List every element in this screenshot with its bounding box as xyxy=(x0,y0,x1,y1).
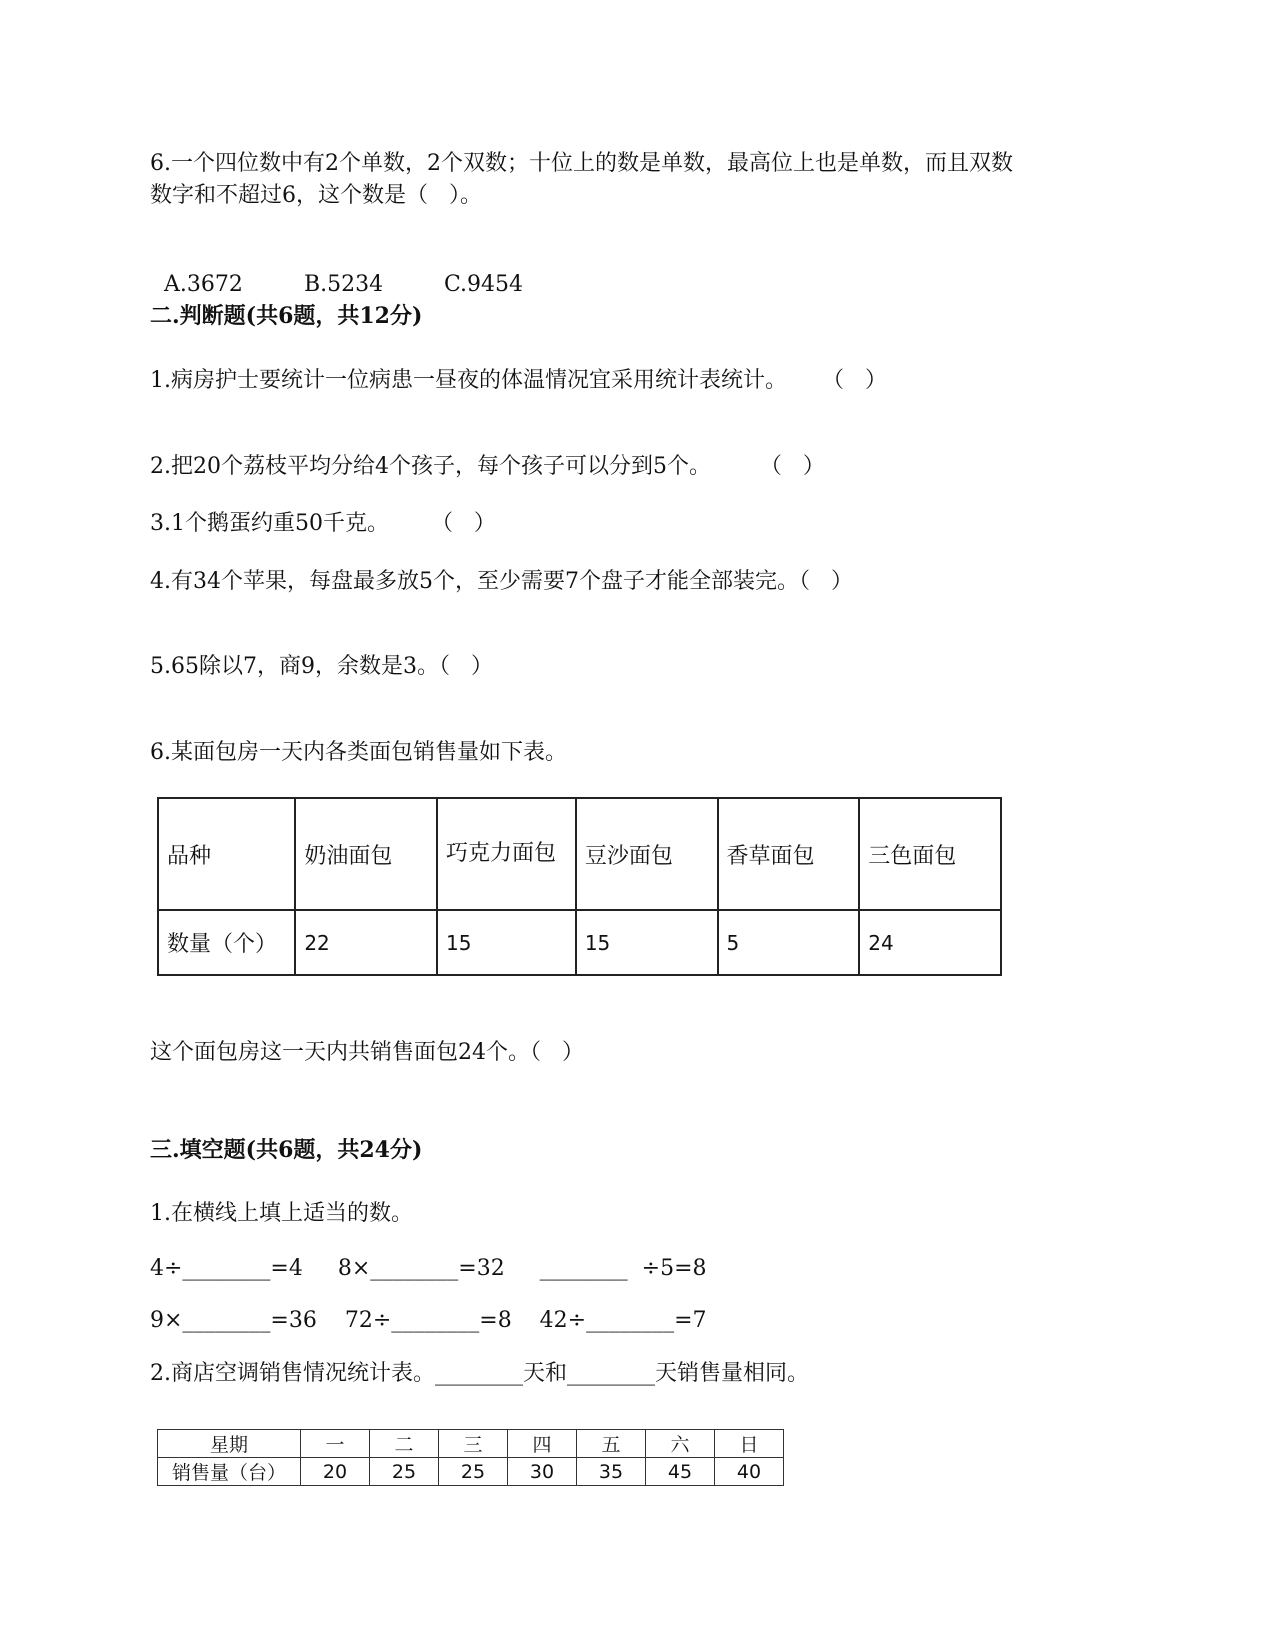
s3-q1-row2: 9×________=36 72÷________=8 42÷________=7 xyxy=(150,1308,707,1333)
option-c: C.9454 xyxy=(444,272,524,297)
table-cell: 五 xyxy=(577,1430,646,1458)
q6-mc-line2: 数字和不超过6，这个数是（ ）。 xyxy=(150,183,482,208)
table-cell: 24 xyxy=(859,910,1001,975)
s2-q1: 1.病房护士要统计一位病患一昼夜的体温情况宜采用统计表统计。 （ ） xyxy=(150,368,887,393)
table-row xyxy=(158,1458,784,1486)
ac-sales-table xyxy=(157,1429,784,1486)
option-a: A.3672 xyxy=(164,272,243,297)
table-cell: 25 xyxy=(439,1458,508,1486)
table-cell: 豆沙面包 xyxy=(576,798,718,910)
table-cell: 40 xyxy=(715,1458,784,1486)
table-cell: 日 xyxy=(715,1430,784,1458)
table-cell: 数量（个） xyxy=(158,910,295,975)
table-cell: 15 xyxy=(437,910,576,975)
table-cell: 一 xyxy=(301,1430,370,1458)
s2-q2: 2.把20个荔枝平均分给4个孩子，每个孩子可以分到5个。 （ ） xyxy=(150,454,825,479)
table-cell: 星期 xyxy=(158,1430,301,1458)
s2-q4: 4.有34个苹果，每盘最多放5个，至少需要7个盘子才能全部装完。（ ） xyxy=(150,569,853,594)
table-cell: 25 xyxy=(370,1458,439,1486)
table-cell: 品种 xyxy=(158,798,295,910)
q6-mc-line1: 6.一个四位数中有2个单数，2个双数；十位上的数是单数，最高位上也是单数，而且双数 xyxy=(150,151,1013,176)
table-cell: 奶油面包 xyxy=(295,798,437,910)
table-cell: 三色面包 xyxy=(859,798,1001,910)
section3-title: 三.填空题(共6题，共24分) xyxy=(150,1137,423,1163)
table-row xyxy=(158,798,1001,910)
table-cell: 三 xyxy=(439,1430,508,1458)
table-cell: 销售量（台） xyxy=(158,1458,301,1486)
table-cell: 六 xyxy=(646,1430,715,1458)
table-cell: 20 xyxy=(301,1458,370,1486)
s2-q6-statement: 这个面包房这一天内共销售面包24个。（ ） xyxy=(150,1040,584,1065)
table-cell: 45 xyxy=(646,1458,715,1486)
option-b: B.5234 xyxy=(304,272,384,297)
table-cell: 35 xyxy=(577,1458,646,1486)
s2-q3: 3.1个鹅蛋约重50千克。 （ ） xyxy=(150,511,496,536)
table-row xyxy=(158,1430,784,1458)
table-row xyxy=(158,910,1001,975)
s3-q2: 2.商店空调销售情况统计表。________天和________天销售量相同。 xyxy=(150,1361,809,1386)
s3-q1: 1.在横线上填上适当的数。 xyxy=(150,1201,413,1226)
s2-q5: 5.65除以7，商9，余数是3。（ ） xyxy=(150,654,493,679)
q6-mc-options xyxy=(150,237,523,301)
s2-q6: 6.某面包房一天内各类面包销售量如下表。 xyxy=(150,740,567,765)
table-cell: 5 xyxy=(718,910,860,975)
table-cell: 15 xyxy=(576,910,718,975)
table-cell: 四 xyxy=(508,1430,577,1458)
table-cell: 30 xyxy=(508,1458,577,1486)
table-cell: 香草面包 xyxy=(718,798,860,910)
table-cell: 巧克力面包 xyxy=(437,798,576,910)
table-cell: 二 xyxy=(370,1430,439,1458)
bread-sales-table xyxy=(157,797,1002,976)
section2-title: 二.判断题(共6题，共12分) xyxy=(150,303,423,329)
s3-q1-row1: 4÷________=4 8×________=32 ________ ÷5=8 xyxy=(150,1256,707,1281)
table-cell: 22 xyxy=(295,910,437,975)
